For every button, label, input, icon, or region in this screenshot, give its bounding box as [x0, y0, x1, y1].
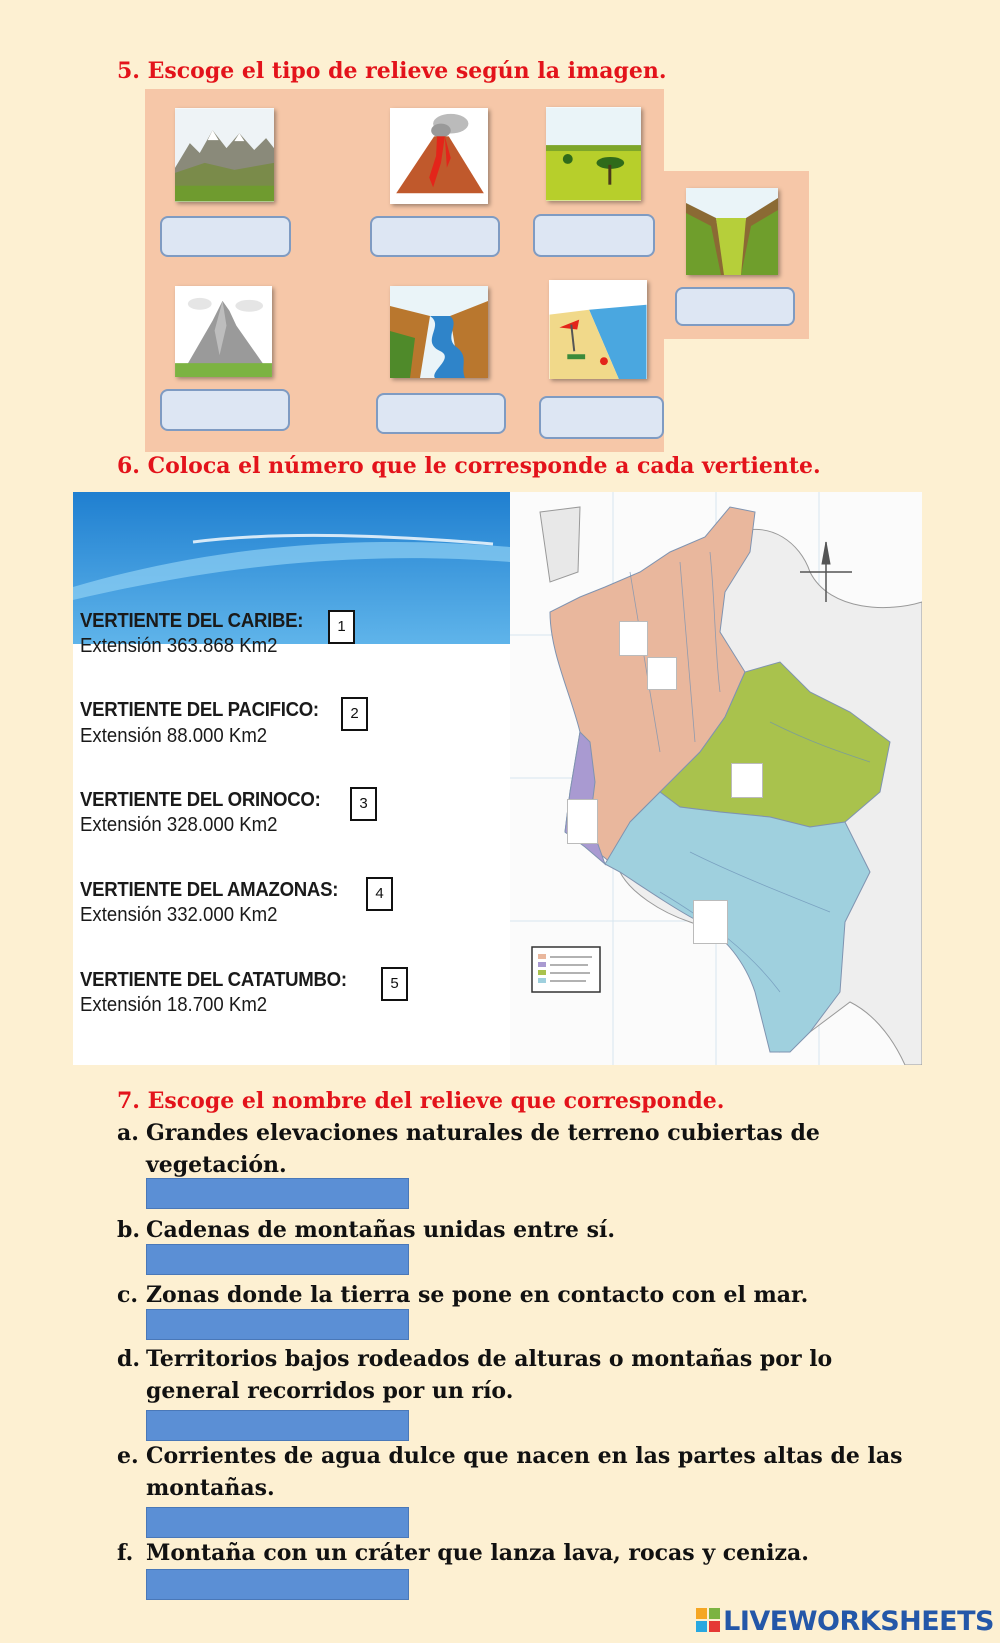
question-b-letter: b.	[117, 1217, 141, 1243]
map-drop-box-caribe[interactable]	[647, 657, 677, 690]
question-a-letter: a.	[117, 1120, 139, 1146]
answer-dropdown-d[interactable]	[146, 1410, 409, 1441]
question-c-text: Zonas donde la tierra se pone en contacto con el mar.	[146, 1282, 809, 1308]
question-e-text: Corrientes de agua dulce que nacen en las partes altas de las montañas.	[146, 1443, 903, 1501]
section6-title: 6. Coloca el número que le corresponde a cada vertiente.	[117, 453, 821, 479]
question-d-letter: d.	[117, 1346, 141, 1372]
map-drop-box-amazonas[interactable]	[693, 900, 728, 944]
vertiente-extension-catatumbo: Extensión 18.700 Km2	[80, 994, 268, 1016]
vertiente-name-pacifico: VERTIENTE DEL PACIFICO:	[80, 699, 319, 721]
brand-text: LIVEWORKSHEETS	[723, 1606, 994, 1637]
answer-input-4[interactable]	[675, 287, 795, 326]
answer-input-2[interactable]	[370, 216, 500, 257]
answer-input-7[interactable]	[539, 396, 664, 439]
plain-icon	[546, 107, 641, 201]
map-drop-box-pacifico[interactable]	[567, 799, 598, 844]
question-a-text: Grandes elevaciones naturales de terreno cubiertas de vegetación.	[146, 1120, 820, 1178]
colombia-map	[510, 492, 922, 1065]
answer-dropdown-e[interactable]	[146, 1507, 409, 1538]
river-canyon-icon	[390, 286, 488, 378]
map-drop-box-catatumbo[interactable]	[619, 621, 648, 656]
answer-dropdown-f[interactable]	[146, 1569, 409, 1600]
question-f-text: Montaña con un cráter que lanza lava, rocas y ceniza.	[146, 1540, 809, 1566]
answer-dropdown-b[interactable]	[146, 1244, 409, 1275]
peak-icon	[175, 286, 272, 377]
number-box-catatumbo[interactable]: 5	[381, 967, 408, 1001]
beach-coast-image	[549, 280, 647, 379]
vertiente-name-orinoco: VERTIENTE DEL ORINOCO:	[80, 789, 321, 811]
question-b-text: Cadenas de montañas unidas entre sí.	[146, 1217, 615, 1243]
liveworksheets-brand	[695, 1606, 994, 1637]
mountain-range-icon	[175, 108, 274, 202]
volcano-icon	[390, 108, 488, 204]
section7-title: 7. Escoge el nombre del relieve que corresponde.	[117, 1088, 725, 1114]
peak-image	[175, 286, 272, 377]
question-f-letter: f.	[117, 1540, 134, 1566]
valley-icon	[686, 188, 778, 275]
number-box-orinoco[interactable]: 3	[350, 787, 377, 821]
number-box-amazonas[interactable]: 4	[366, 877, 393, 911]
vertiente-name-amazonas: VERTIENTE DEL AMAZONAS:	[80, 879, 339, 901]
mountain-range-image	[175, 108, 274, 202]
number-box-pacifico[interactable]: 2	[341, 697, 368, 731]
question-d-text: Territorios bajos rodeados de alturas o montañas por lo general recorridos por un río.	[146, 1346, 833, 1404]
vertiente-extension-orinoco: Extensión 328.000 Km2	[80, 814, 278, 836]
vertientes-figure	[73, 492, 922, 1065]
beach-coast-icon	[549, 280, 647, 379]
liveworksheets-logo-icon	[695, 1607, 721, 1633]
vertiente-name-catatumbo: VERTIENTE DEL CATATUMBO:	[80, 969, 347, 991]
answer-input-3[interactable]	[533, 214, 655, 257]
question-c-letter: c.	[117, 1282, 139, 1308]
answer-input-6[interactable]	[376, 393, 506, 434]
legend-box	[532, 947, 600, 992]
map-drop-box-orinoco[interactable]	[731, 763, 763, 798]
vertiente-extension-caribe: Extensión 363.868 Km2	[80, 635, 278, 657]
answer-input-5[interactable]	[160, 389, 290, 431]
plain-image	[546, 107, 641, 201]
vertiente-extension-pacifico: Extensión 88.000 Km2	[80, 725, 268, 747]
question-e-letter: e.	[117, 1443, 139, 1469]
vertiente-name-caribe: VERTIENTE DEL CARIBE:	[80, 610, 304, 632]
answer-dropdown-a[interactable]	[146, 1178, 409, 1209]
river-canyon-image	[390, 286, 488, 378]
answer-dropdown-c[interactable]	[146, 1309, 409, 1340]
number-box-caribe[interactable]: 1	[328, 610, 355, 644]
volcano-image	[390, 108, 488, 204]
section5-title: 5. Escoge el tipo de relieve según la imagen.	[117, 58, 667, 84]
vertiente-extension-amazonas: Extensión 332.000 Km2	[80, 904, 278, 926]
answer-input-1[interactable]	[160, 216, 291, 257]
valley-image	[686, 188, 778, 275]
